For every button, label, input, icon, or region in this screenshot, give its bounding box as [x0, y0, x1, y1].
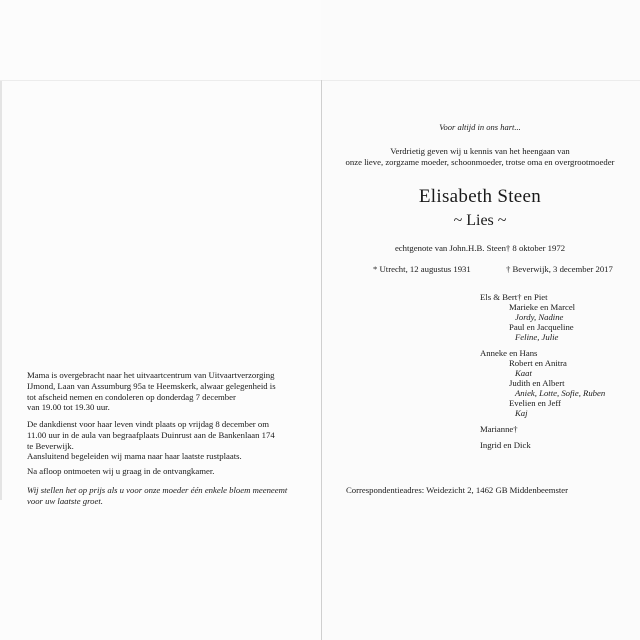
deceased-name: Elisabeth Steen [418, 186, 542, 207]
panel-edge [0, 80, 2, 500]
family-member: Marieke en Marcel [509, 302, 576, 312]
family-member: Paul en Jacqueline [509, 322, 574, 332]
family-member: Judith en Albert [509, 378, 565, 388]
text-line: voor uw laatste groet. [27, 495, 103, 506]
family-member: Jordy, Nadine [515, 312, 564, 322]
text-line: De dankdienst voor haar leven vindt plaats op vrijdag 8 december om [27, 419, 269, 429]
text-line: 11.00 uur in de aula van begraafplaats Duinrust aan de Bankenlaan 174 [27, 429, 275, 440]
family-member: Kaat [515, 368, 532, 378]
reception-paragraph [27, 466, 309, 477]
motto: Voor altijd in ons hart... [439, 122, 521, 132]
text-line: IJmond, Laan van Assumburg 95a te Heemskerk, alwaar gelegenheid is [27, 380, 276, 391]
text-line: Na afloop ontmoeten wij u graag in de ontvangkamer. [27, 466, 215, 476]
arrangements-paragraph [27, 370, 309, 413]
text-line: Mama is overgebracht naar het uitvaartcentrum van Uitvaartverzorging [27, 370, 275, 380]
flower-paragraph [27, 485, 309, 507]
announcement [330, 146, 630, 168]
family-member: Evelien en Jeff [509, 398, 561, 408]
service-paragraph [27, 419, 309, 462]
family-member: Els & Bert† en Piet [480, 292, 548, 302]
birth-line: * Utrecht, 12 augustus 1931 [373, 264, 471, 274]
family-member: Aniek, Lotte, Sofie, Ruben [515, 388, 606, 398]
death-line: † Beverwijk, 3 december 2017 [506, 264, 613, 274]
correspondence-address: Correspondentieadres: Weidezicht 2, 1462 GB Middenbeemster [346, 485, 569, 495]
fold-top-line [0, 80, 640, 81]
text-line: van 19.00 tot 19.30 uur. [27, 402, 110, 413]
family-member: Kaj [515, 408, 528, 418]
family-member: Feline, Julie [515, 332, 559, 342]
text-line: Aansluitend begeleiden wij mama naar haar laatste rustplaats. [27, 451, 242, 462]
family-member: Ingrid en Dick [480, 440, 531, 450]
text-line: tot afscheid nemen en condoleren op donderdag 7 december [27, 391, 236, 402]
text-line: onze lieve, zorgzame moeder, schoonmoeder, trotse oma en overgrootmoeder [345, 157, 615, 167]
family-member: Robert en Anitra [509, 358, 567, 368]
center-fold [321, 80, 322, 640]
family-member: Anneke en Hans [480, 348, 538, 358]
text-line: te Beverwijk. [27, 440, 74, 451]
nickname: ~ Lies ~ [453, 212, 507, 229]
text-line: Wij stellen het op prijs als u voor onze moeder één enkele bloem meeneemt [27, 485, 288, 495]
spouse-line: echtgenote van John.H.B. Steen† 8 oktober 1972 [394, 243, 566, 253]
text-line: Verdrietig geven wij u kennis van het heengaan van [390, 146, 570, 156]
family-member: Marianne† [480, 424, 518, 434]
